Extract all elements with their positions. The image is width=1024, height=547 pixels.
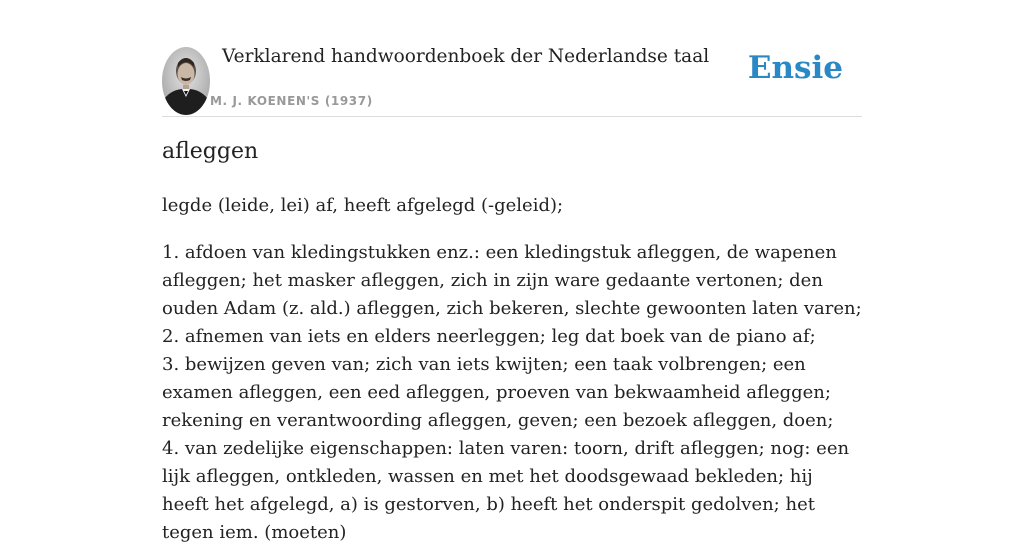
grammar-forms: legde (leide, lei) af, heeft afgelegd (-geleid); <box>162 195 564 216</box>
author-portrait-icon <box>162 47 210 115</box>
definition-item: 3. bewijzen geven van; zich van iets kwijten; een taak volbrengen; een examen afleggen, een eed afleggen, proeven van bekwaamheid afleggen; rekening en verantwoording afleggen, geven; een bezoek afleggen, doen; <box>162 354 834 431</box>
brand-logo-link[interactable]: Ensie <box>747 50 843 86</box>
page <box>162 0 862 543</box>
definition-item: 1. afdoen van kledingstukken enz.: een kledingstuk afleggen, de wapenen afleggen; het masker afleggen, zich in zijn ware gedaante vertonen; den ouden Adam (z. ald.) afleggen, zich bekeren, slechte gewoonten laten varen; <box>162 242 862 319</box>
definition-list <box>162 239 862 547</box>
definition-item: 2. afnemen van iets en elders neerleggen; leg dat boek van de piano af; <box>162 326 816 347</box>
author-label: M. J. KOENEN'S (1937) <box>210 94 373 108</box>
book-title: Verklarend handwoordenboek der Nederlandse taal <box>222 46 710 67</box>
site-header <box>162 0 862 117</box>
definition-item: 4. van zedelijke eigenschappen: laten varen: toorn, drift afleggen; nog: een lijk afleggen, ontkleden, wassen en met het doodsgewaad bekleden; hij heeft het afgelegd, a) is gestorven, b) heeft het onderspit gedolven; het tegen iem. (moeten) <box>162 438 850 543</box>
headword: afleggen <box>162 139 259 164</box>
